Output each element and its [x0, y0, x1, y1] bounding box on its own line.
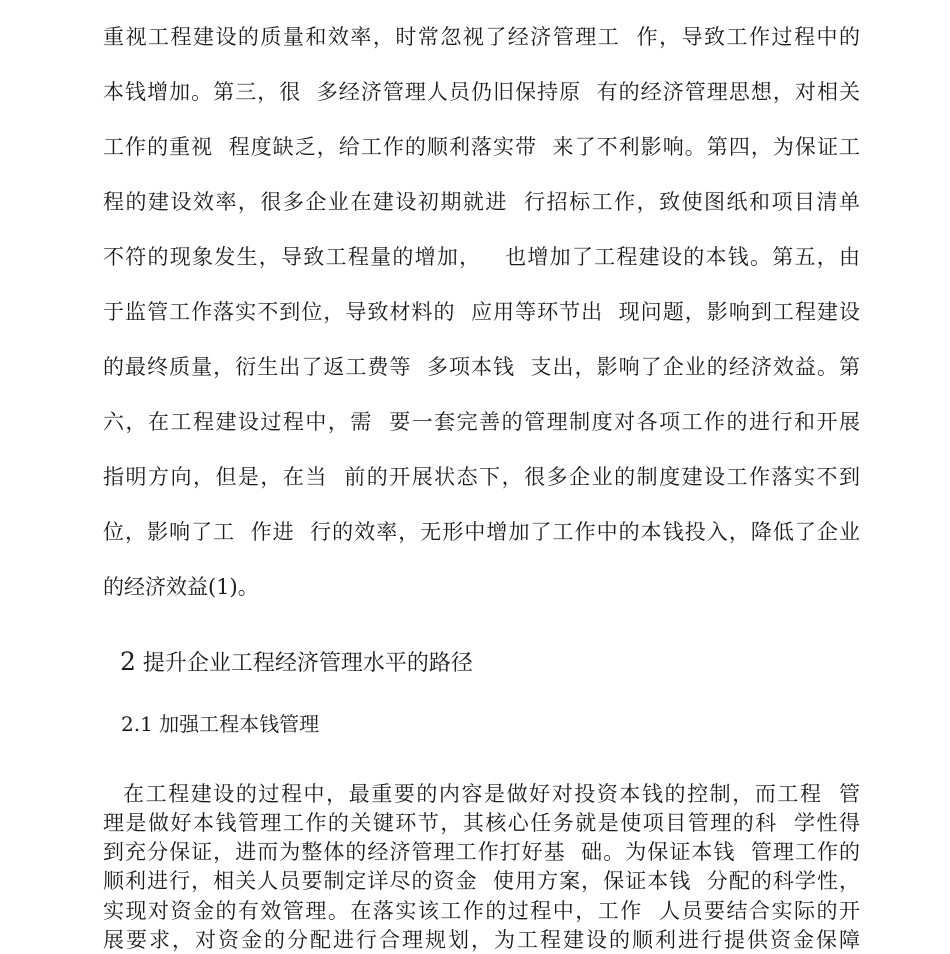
body-text-line: 的经济效益(1)。	[103, 575, 259, 599]
body-text-line: 六，在工程建设过程中，需 要一套完善的管理制度对各项工作的进行和开展	[103, 410, 860, 434]
section-heading	[120, 647, 473, 679]
body-text-line: 程的建设效率，很多企业在建设初期就进 行招标工作，致使图纸和项目清单	[103, 190, 860, 214]
body-text-line: 到充分保证，进而为整体的经济管理工作打好基 础。为保证本钱 管理工作的	[103, 840, 860, 864]
body-text-line: 本钱增加。第三，很 多经济管理人员仍旧保持原 有的经济管理思想，对相关	[103, 80, 860, 104]
body-text-line: 工作的重视 程度缺乏，给工作的顺利落实带 来了不利影响。第四，为保证工	[103, 135, 860, 159]
section-number: 2	[120, 647, 136, 676]
subsection-heading	[121, 709, 319, 739]
section-title: 提升企业工程经济管理水平的路径	[142, 651, 473, 676]
body-text-line: 在工程建设的过程中，最重要的内容是做好对投资本钱的控制，而工程 管	[123, 782, 860, 806]
body-text-line: 的最终质量，衍生出了返工费等 多项本钱 支出，影响了企业的经济效益。第	[103, 355, 860, 379]
body-text-line: 顺利进行，相关人员要制定详尽的资金 使用方案，保证本钱 分配的科学性，	[103, 869, 860, 893]
body-text-line: 于监管工作落实不到位，导致材料的 应用等环节出 现问题，影响到工程建设	[103, 300, 860, 324]
body-text-line: 位，影响了工 作进 行的效率，无形中增加了工作中的本钱投入，降低了企业	[103, 520, 860, 544]
body-text-line: 重视工程建设的质量和效率，时常忽视了经济管理工 作，导致工作过程中的	[103, 25, 860, 49]
body-text-line: 不符的现象发生，导致工程量的增加， 也增加了工程建设的本钱。第五，由	[103, 245, 860, 269]
body-text-line: 展要求，对资金的分配进行合理规划，为工程建设的顺利进行提供资金保障	[103, 928, 860, 952]
subsection-number: 2.1	[121, 712, 153, 736]
body-text-line: 指明方向，但是，在当 前的开展状态下，很多企业的制度建设工作落实不到	[103, 465, 860, 489]
body-text-line: 理是做好本钱管理工作的关键环节，其核心任务就是使项目管理的科 学性得	[103, 811, 860, 835]
subsection-title: 加强工程本钱管理	[159, 712, 320, 736]
body-text-line: 实现对资金的有效管理。在落实该工作的过程中，工作 人员要结合实际的开	[103, 899, 860, 923]
